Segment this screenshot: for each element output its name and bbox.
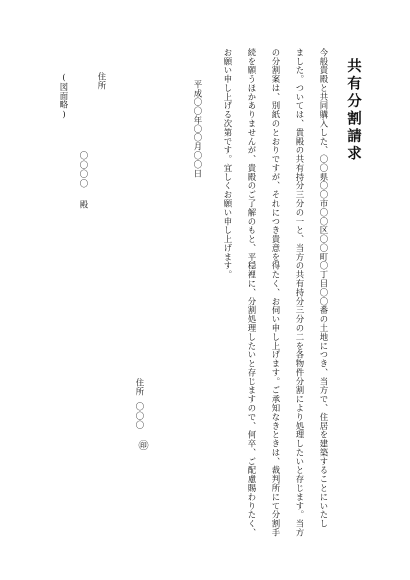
sender-address-label: 住所: [135, 378, 145, 396]
body-line-1: 今般貴殿と共同購入した、〇〇県〇〇市〇〇区〇〇町〇丁目〇〇番の土地につき、当方で、住居を建築することにいたし: [319, 48, 329, 529]
seal-mark: ㊞: [136, 440, 147, 451]
date: 平成〇〇年〇〇月〇〇日: [193, 80, 203, 178]
document-title: 共有分割請求: [345, 58, 362, 163]
body-line-3: の分割案は、別紙のとおりですが、それにつき貴意を得たく、お伺い申し上げます。ご承知なきときは、裁判所にて分割手: [271, 48, 281, 537]
body-line-5: お願い申し上げる次第です。宜しくお願い申し上げます。: [223, 48, 233, 280]
recipient-name: 〇〇〇〇: [79, 151, 89, 189]
body-line-4: 続を願うほかありませんが、貴殿のご了解のもと、平穏裡に、分割処理したいと存じますので、何卒、ご配慮賜わりたく、: [247, 48, 257, 537]
recipient-honorific: 殿: [79, 200, 89, 209]
recipient-address-label: 住所: [97, 72, 107, 90]
sender-name: 〇〇〇: [135, 402, 145, 431]
body-line-2: ました。ついては、貴殿の共有持分三分の一と、当方の共有持分三分の二を各物件分割により処理したいと存じます。当方: [295, 48, 305, 537]
map-note: (図面略): [59, 72, 69, 120]
